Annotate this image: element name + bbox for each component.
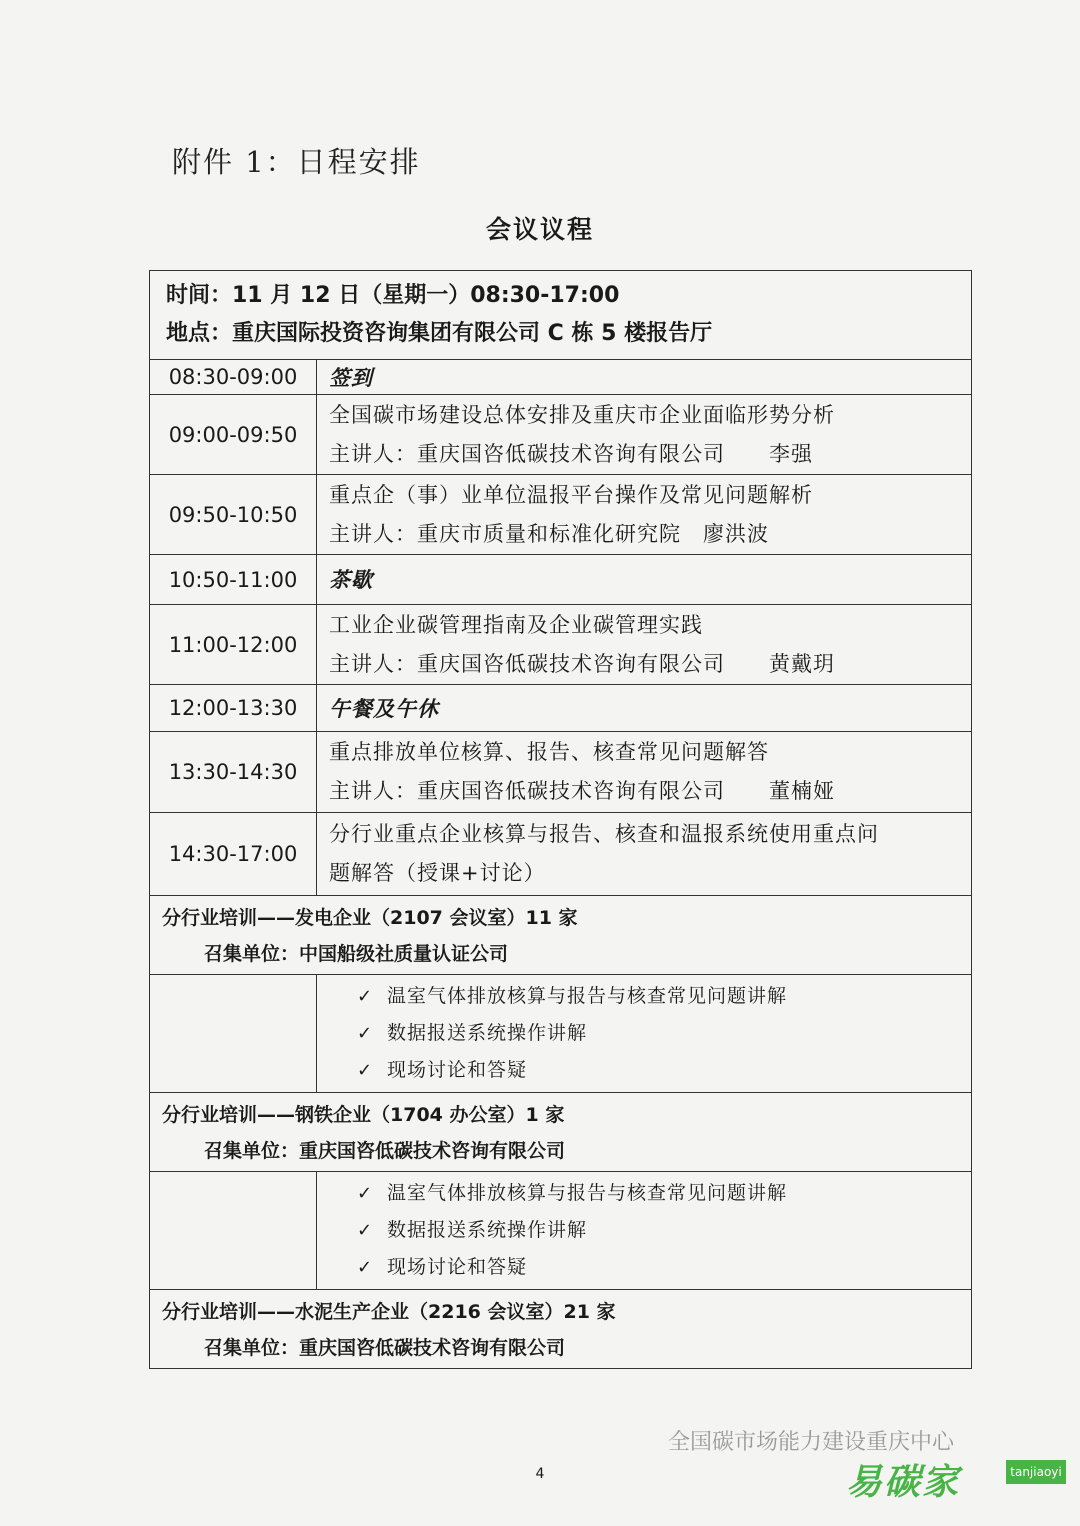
training-title: 分行业培训——钢铁企业（1704 办公室）1 家 [162, 1104, 565, 1126]
session-title: 茶歇 [329, 567, 373, 592]
list-item: ✓ 温室气体排放核算与报告与核查常见问题讲解 [357, 978, 959, 1015]
empty-cell [150, 1172, 317, 1289]
session-title: 分行业重点企业核算与报告、核查和温报系统使用重点问 [329, 822, 879, 846]
table-row [150, 731, 971, 812]
session-time: 08:30-09:00 [150, 360, 317, 394]
page-number: 4 [535, 1466, 545, 1482]
table-row [150, 394, 971, 474]
session-title: 全国碳市场建设总体安排及重庆市企业面临形势分析 [329, 402, 835, 427]
empty-cell [150, 975, 317, 1092]
logo: 易碳家 [846, 1462, 961, 1503]
training-title: 分行业培训——发电企业（2107 会议室）11 家 [162, 907, 578, 929]
agenda-title: 会议议程 [485, 215, 594, 244]
table-row [150, 684, 971, 731]
session-time: 12:00-13:30 [150, 685, 317, 731]
training-convener: 召集单位：中国船级社质量认证公司 [204, 943, 509, 965]
session-title: 重点企（事）业单位温报平台操作及常见问题解析 [329, 482, 813, 507]
table-row [150, 554, 971, 604]
training-convener: 召集单位：重庆国咨低碳技术咨询有限公司 [204, 1337, 566, 1359]
training-items-row [150, 974, 971, 1092]
check-icon: ✓ [357, 1060, 374, 1081]
attachment-title: 附件 1：日程安排 [172, 145, 421, 179]
list-item: ✓ 温室气体排放核算与报告与核查常见问题讲解 [357, 1175, 959, 1212]
list-item: ✓ 现场讨论和答疑 [357, 1249, 959, 1286]
session-speaker: 主讲人：重庆国咨低碳技术咨询有限公司 李强 [329, 441, 813, 466]
training-section [150, 1092, 971, 1171]
table-header [150, 271, 971, 359]
table-row [150, 359, 971, 394]
check-icon: ✓ [357, 1257, 374, 1278]
session-title: 签到 [329, 364, 373, 390]
session-title: 重点排放单位核算、报告、核查常见问题解答 [329, 740, 769, 764]
list-item: ✓ 数据报送系统操作讲解 [357, 1015, 959, 1052]
logo-subtext: tanjiaoyi [1006, 1460, 1066, 1484]
agenda-table [149, 270, 972, 1369]
session-title: 工业企业碳管理指南及企业碳管理实践 [329, 612, 703, 637]
session-time: 10:50-11:00 [150, 555, 317, 604]
list-item: ✓ 现场讨论和答疑 [357, 1052, 959, 1089]
session-time: 14:30-17:00 [150, 813, 317, 895]
session-time: 09:50-10:50 [150, 475, 317, 554]
training-items-row [150, 1171, 971, 1289]
table-row [150, 604, 971, 684]
session-speaker: 主讲人：重庆国咨低碳技术咨询有限公司 董楠娅 [329, 779, 835, 803]
list-item: ✓ 数据报送系统操作讲解 [357, 1212, 959, 1249]
session-speaker: 主讲人：重庆国咨低碳技术咨询有限公司 黄戴玥 [329, 651, 835, 676]
session-time: 13:30-14:30 [150, 732, 317, 812]
meeting-time: 时间：11 月 12 日（星期一）08:30-17:00 [166, 283, 620, 308]
table-row [150, 812, 971, 895]
check-icon: ✓ [357, 1183, 374, 1204]
check-icon: ✓ [357, 1220, 374, 1241]
session-time: 11:00-12:00 [150, 605, 317, 684]
table-row [150, 474, 971, 554]
check-icon: ✓ [357, 1023, 374, 1044]
session-speaker: 题解答（授课+讨论） [329, 861, 546, 885]
session-speaker: 主讲人：重庆市质量和标准化研究院 廖洪波 [329, 521, 769, 546]
training-convener: 召集单位：重庆国咨低碳技术咨询有限公司 [204, 1140, 566, 1162]
watermark-text: 全国碳市场能力建设重庆中心 [668, 1430, 955, 1455]
training-title: 分行业培训——水泥生产企业（2216 会议室）21 家 [162, 1301, 616, 1323]
check-icon: ✓ [357, 986, 374, 1007]
session-title: 午餐及午休 [329, 695, 439, 721]
training-section [150, 1289, 971, 1368]
training-section [150, 895, 971, 974]
meeting-place: 地点：重庆国际投资咨询集团有限公司 C 栋 5 楼报告厅 [166, 321, 713, 346]
session-time: 09:00-09:50 [150, 395, 317, 474]
